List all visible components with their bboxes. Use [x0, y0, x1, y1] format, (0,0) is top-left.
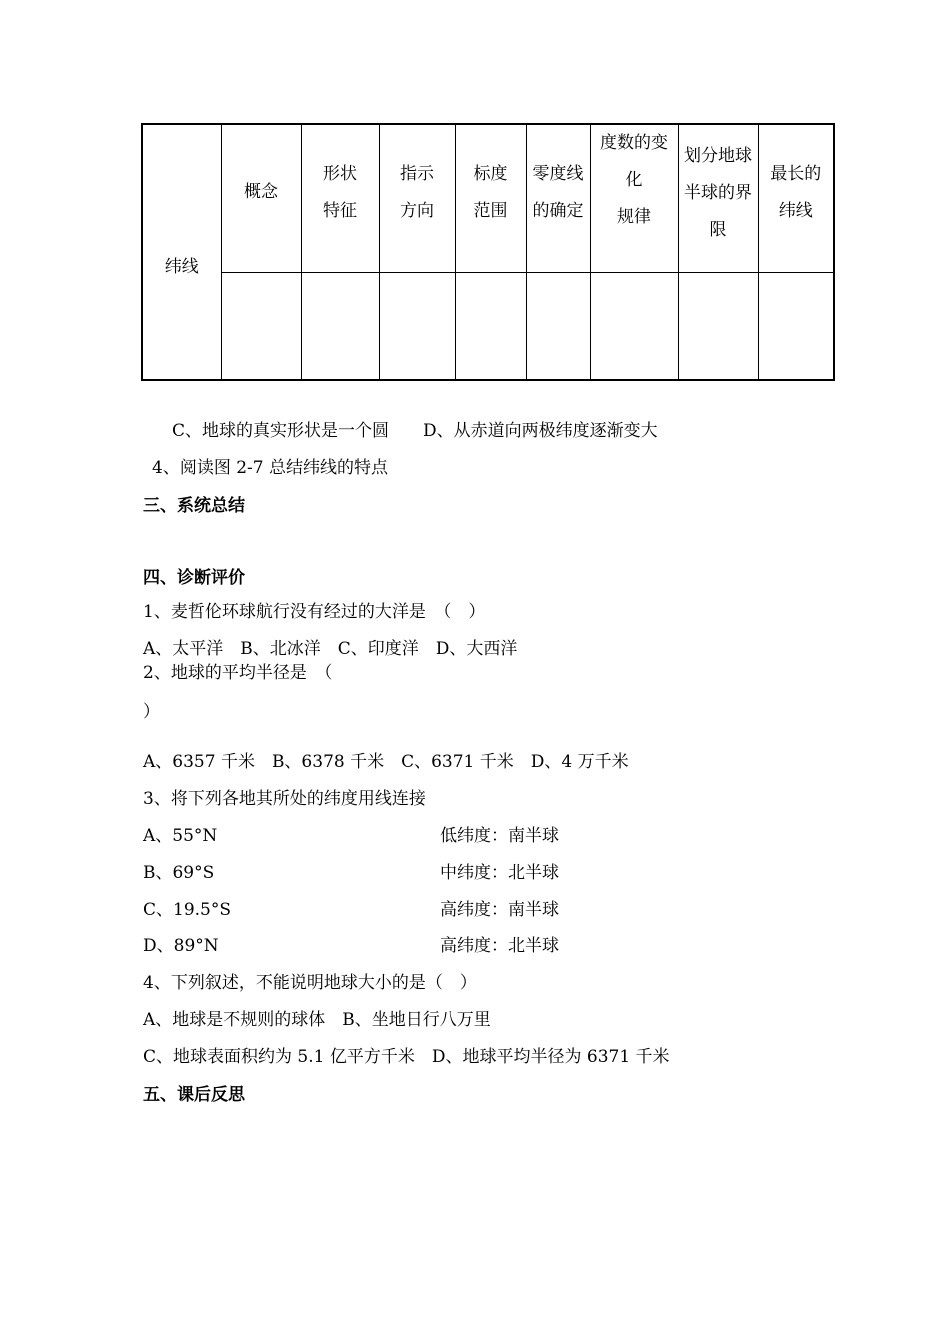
latitude-table	[141, 123, 835, 381]
header-cell	[221, 124, 301, 272]
header-concept: 概念	[244, 182, 278, 202]
match-right-b: 中纬度：北半球	[440, 863, 559, 883]
question-4: 4、下列叙述，不能说明地球大小的是（ ）	[143, 973, 477, 993]
header-longest-latitude: 最长的 纬线	[770, 164, 822, 221]
question-2-options: A、6357 千米 B、6378 千米 C、6371 千米 D、4 万千米	[143, 752, 629, 772]
match-left-d: D、89°N	[143, 936, 219, 956]
empty-cell[interactable]	[758, 272, 834, 380]
header-cell	[590, 124, 678, 272]
header-cell	[758, 124, 834, 272]
header-cell	[526, 124, 590, 272]
match-right-d: 高纬度：北半球	[440, 936, 559, 956]
header-cell	[379, 124, 455, 272]
question-2: 2、地球的平均半径是 （	[143, 663, 333, 683]
empty-cell[interactable]	[379, 272, 455, 380]
section-title-assessment: 四、诊断评价	[143, 568, 245, 588]
match-left-b: B、69°S	[143, 863, 215, 883]
header-cell	[678, 124, 758, 272]
question-2-close-paren: ）	[143, 702, 160, 722]
empty-cell[interactable]	[590, 272, 678, 380]
header-range: 标度 范围	[473, 164, 508, 221]
section-title-reflection: 五、课后反思	[143, 1085, 245, 1105]
options-cd: C、地球的真实形状是一个圆 D、从赤道向两极纬度逐渐变大	[172, 421, 658, 441]
header-cell	[455, 124, 526, 272]
question-4-options-cd: C、地球表面积约为 5.1 亿平方千米 D、地球平均半径为 6371 千米	[143, 1047, 670, 1067]
match-right-a: 低纬度：南半球	[440, 826, 559, 846]
header-zero-line: 零度线 的确定	[532, 164, 584, 221]
empty-cell[interactable]	[678, 272, 758, 380]
match-right-c: 高纬度：南半球	[440, 900, 559, 920]
match-left-a: A、55°N	[143, 826, 218, 846]
empty-cell[interactable]	[526, 272, 590, 380]
header-cell	[301, 124, 379, 272]
question-1-options: A、太平洋 B、北冰洋 C、印度洋 D、大西洋	[143, 639, 518, 659]
empty-cell[interactable]	[221, 272, 301, 380]
empty-cell[interactable]	[455, 272, 526, 380]
read-figure-question: 4、阅读图 2-7 总结纬线的特点	[152, 458, 388, 478]
header-shape: 形状 特征	[323, 164, 357, 221]
empty-cell[interactable]	[301, 272, 379, 380]
table-row-label	[142, 124, 221, 380]
header-direction: 指示 方向	[400, 164, 434, 221]
header-hemisphere-boundary: 划分地球 半球的界 限	[684, 146, 752, 240]
row-label-latitude: 纬线	[164, 256, 199, 277]
question-3: 3、将下列各地其所处的纬度用线连接	[143, 789, 426, 809]
question-1: 1、麦哲伦环球航行没有经过的大洋是 （ ）	[143, 602, 486, 622]
header-degree-change: 度数的变 化 规律	[600, 133, 668, 227]
match-left-c: C、19.5°S	[143, 900, 232, 920]
section-title-summary: 三、系统总结	[143, 496, 245, 516]
question-4-options-ab: A、地球是不规则的球体 B、坐地日行八万里	[143, 1010, 491, 1030]
